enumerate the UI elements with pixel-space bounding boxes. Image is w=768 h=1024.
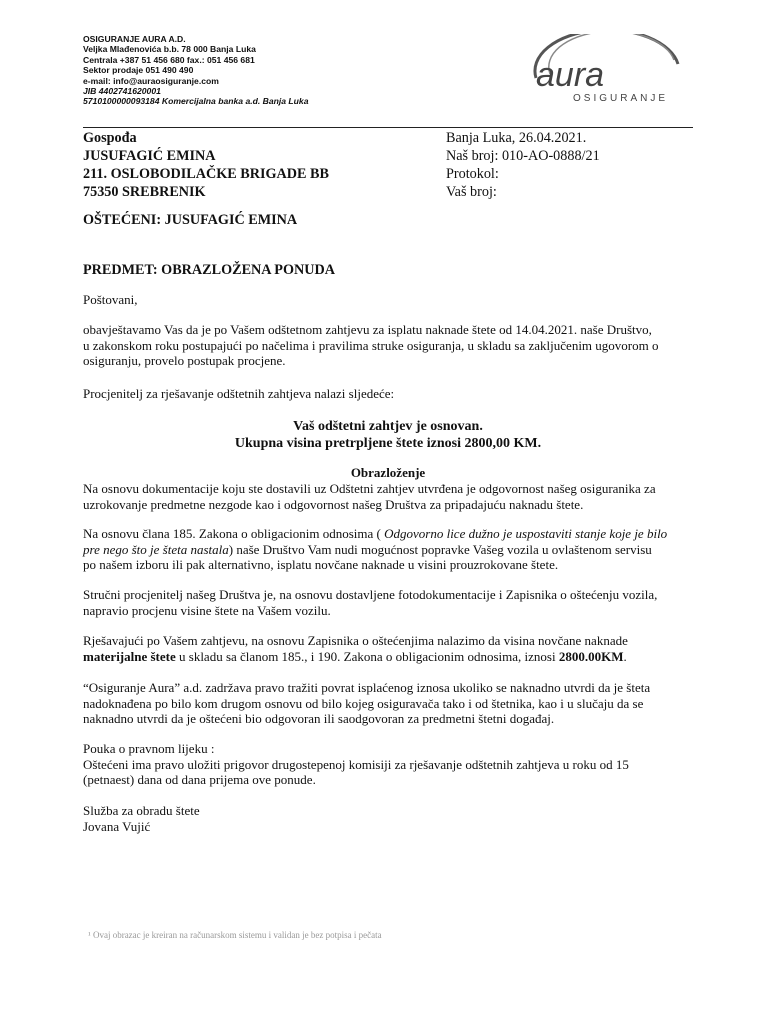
company-header: [83, 34, 413, 107]
place-date: Banja Luka, 26.04.2021.: [446, 130, 587, 146]
text-line: uzrokovanje predmetne nezgode kao i odgovornost našeg Društva za pripadajuću naknadu štete.: [83, 496, 584, 512]
greeting: Poštovani,: [83, 292, 138, 307]
subject: PREDMET: OBRAZLOŽENA PONUDA: [83, 262, 335, 278]
our-number: Naš broj: 010-AO-0888/21: [446, 148, 600, 164]
paragraph-amount: [83, 633, 628, 664]
recipient-salutation: Gospođa: [83, 130, 137, 146]
paragraph-legal-remedy: [83, 741, 629, 788]
text-line: obavještavamo Vas da je po Vašem odštetnom zahtjevu za isplatu naknade štete od 14.04.2021. naše Društvo,: [83, 322, 652, 337]
text-segment: ) naše Društvo Vam nudi mogućnost popravke Vašeg vozila u ovlaštenom servisu: [228, 541, 652, 557]
damaged-party: OŠTEĆENI: JUSUFAGIĆ EMINA: [83, 212, 298, 228]
text-line: osiguranju, provelo postupak procjene.: [83, 353, 286, 369]
recipient-street: 211. OSLOBODILAČKE BRIGADE BB: [83, 166, 329, 182]
text-line: naknadno utvrdi da je oštećeni bio odgovoran ili saodgovoran za predmetni štetni događaj.: [83, 711, 555, 727]
text-line: po našem izboru ili pak alternativno, isplatu novčane naknade u visini prouzrokovane štete.: [83, 557, 559, 573]
recipient-city: 75350 SREBRENIK: [83, 184, 206, 200]
total-damage: Ukupna visina pretrpljene štete iznosi 2800,00 KM.: [234, 436, 542, 451]
your-number: Vaš broj:: [446, 184, 497, 200]
signature-name: Jovana Vujić: [83, 818, 151, 834]
recipient-block: [83, 129, 329, 201]
text-segment: .: [623, 648, 627, 664]
header-divider: [83, 127, 693, 128]
text-line: [83, 526, 667, 542]
paragraph-intro: [83, 322, 658, 369]
text-line: napravio procjenu visine štete na Vašem vozilu.: [83, 602, 331, 618]
claim-valid: Vaš odštetni zahtjev je osnovan.: [293, 419, 483, 434]
paragraph-liability: [83, 481, 656, 512]
legal-title: Pouka o pravnom lijeku :: [83, 741, 215, 756]
company-phone: Centrala +387 51 456 680 fax.: 051 456 681: [83, 54, 255, 65]
text-line: nadoknađena po bilo kom drugom osnovu od bilo kojeg osiguravača tako i od štetnika, kao i u slučaju da se: [83, 695, 644, 711]
text-line: Oštećeni ima pravo uložiti prigovor drugostepenoj komisiji za rješavanje odštetnih zahtjeva u roku od 15: [83, 756, 629, 772]
text-line: “Osiguranje Aura” a.d. zadržava pravo tražiti povrat isplaćenog iznosa ukoliko se naknadno utvrdi da je šteta: [83, 680, 651, 695]
text-line: Stručni procjenitelj našeg Društva je, na osnovu dostavljene fotodokumentacije i Zapisnika o oštećenju vozila,: [83, 587, 658, 602]
text-line: u zakonskom roku postupajući po načelima i pravilima struke osiguranja, u skladu sa zaključenim ugovorom o: [83, 337, 659, 353]
protocol: Protokol:: [446, 166, 499, 182]
text-line: Rješavajući po Vašem zahtjevu, na osnovu Zapisnika o oštećenjima nalazimo da visina novčane naknade: [83, 633, 628, 648]
recipient-name: JUSUFAGIĆ EMINA: [83, 148, 216, 164]
amount-value: 2800.00KM: [558, 648, 624, 664]
footnote: ¹ Ovaj obrazac je kreiran na računarskom sistemu i validan je bez potpisa i pečata: [88, 930, 382, 940]
paragraph-recourse: [83, 680, 650, 727]
company-bank: 5710100000093184 Komercijalna banka a.d. Banja Luka: [83, 96, 309, 107]
text-line: (petnaest) dana od dana prijema ove ponude.: [83, 772, 316, 788]
logo-word: aura: [536, 56, 605, 94]
company-address: Veljka Mlađenovića b.b. 78 000 Banja Luka: [83, 44, 256, 55]
document-meta: [446, 129, 600, 201]
text-line: [83, 542, 667, 558]
reasoning-title: Obrazloženje: [350, 465, 426, 480]
quote-text: pre nego što je šteta nastala: [83, 541, 229, 557]
text-segment: u skladu sa članom 185., i 190. Zakona o obligacionim odnosima, iznosi: [175, 648, 559, 664]
paragraph-assessor: Procjenitelj za rješavanje odštetnih zahtjeva nalazi sljedeće:: [83, 386, 395, 401]
text-line: Na osnovu dokumentacije koju ste dostavili uz Odštetni zahtjev utvrđena je odgovornost našeg osiguranika za: [83, 481, 656, 496]
signature-department: Služba za obradu štete: [83, 803, 200, 818]
signature-block: [83, 803, 200, 834]
material-damage-label: materijalne štete: [83, 648, 176, 664]
text-line: [83, 649, 628, 665]
quote-text: Odgovorno lice dužno je uspostaviti stanje koje je bilo: [384, 526, 668, 541]
company-sales: Sektor prodaje 051 490 490: [83, 65, 194, 76]
company-jib: JIB 4402741620001: [83, 86, 161, 97]
paragraph-estimate: [83, 587, 657, 618]
logo-subtitle: OSIGURANJE: [573, 93, 669, 104]
company-email: e-mail: info@auraosiguranje.com: [83, 75, 219, 86]
text-segment: Na osnovu člana 185. Zakona o obligacionim odnosima (: [83, 526, 385, 541]
paragraph-article: [83, 526, 667, 573]
company-name: OSIGURANJE AURA A.D.: [83, 34, 186, 44]
